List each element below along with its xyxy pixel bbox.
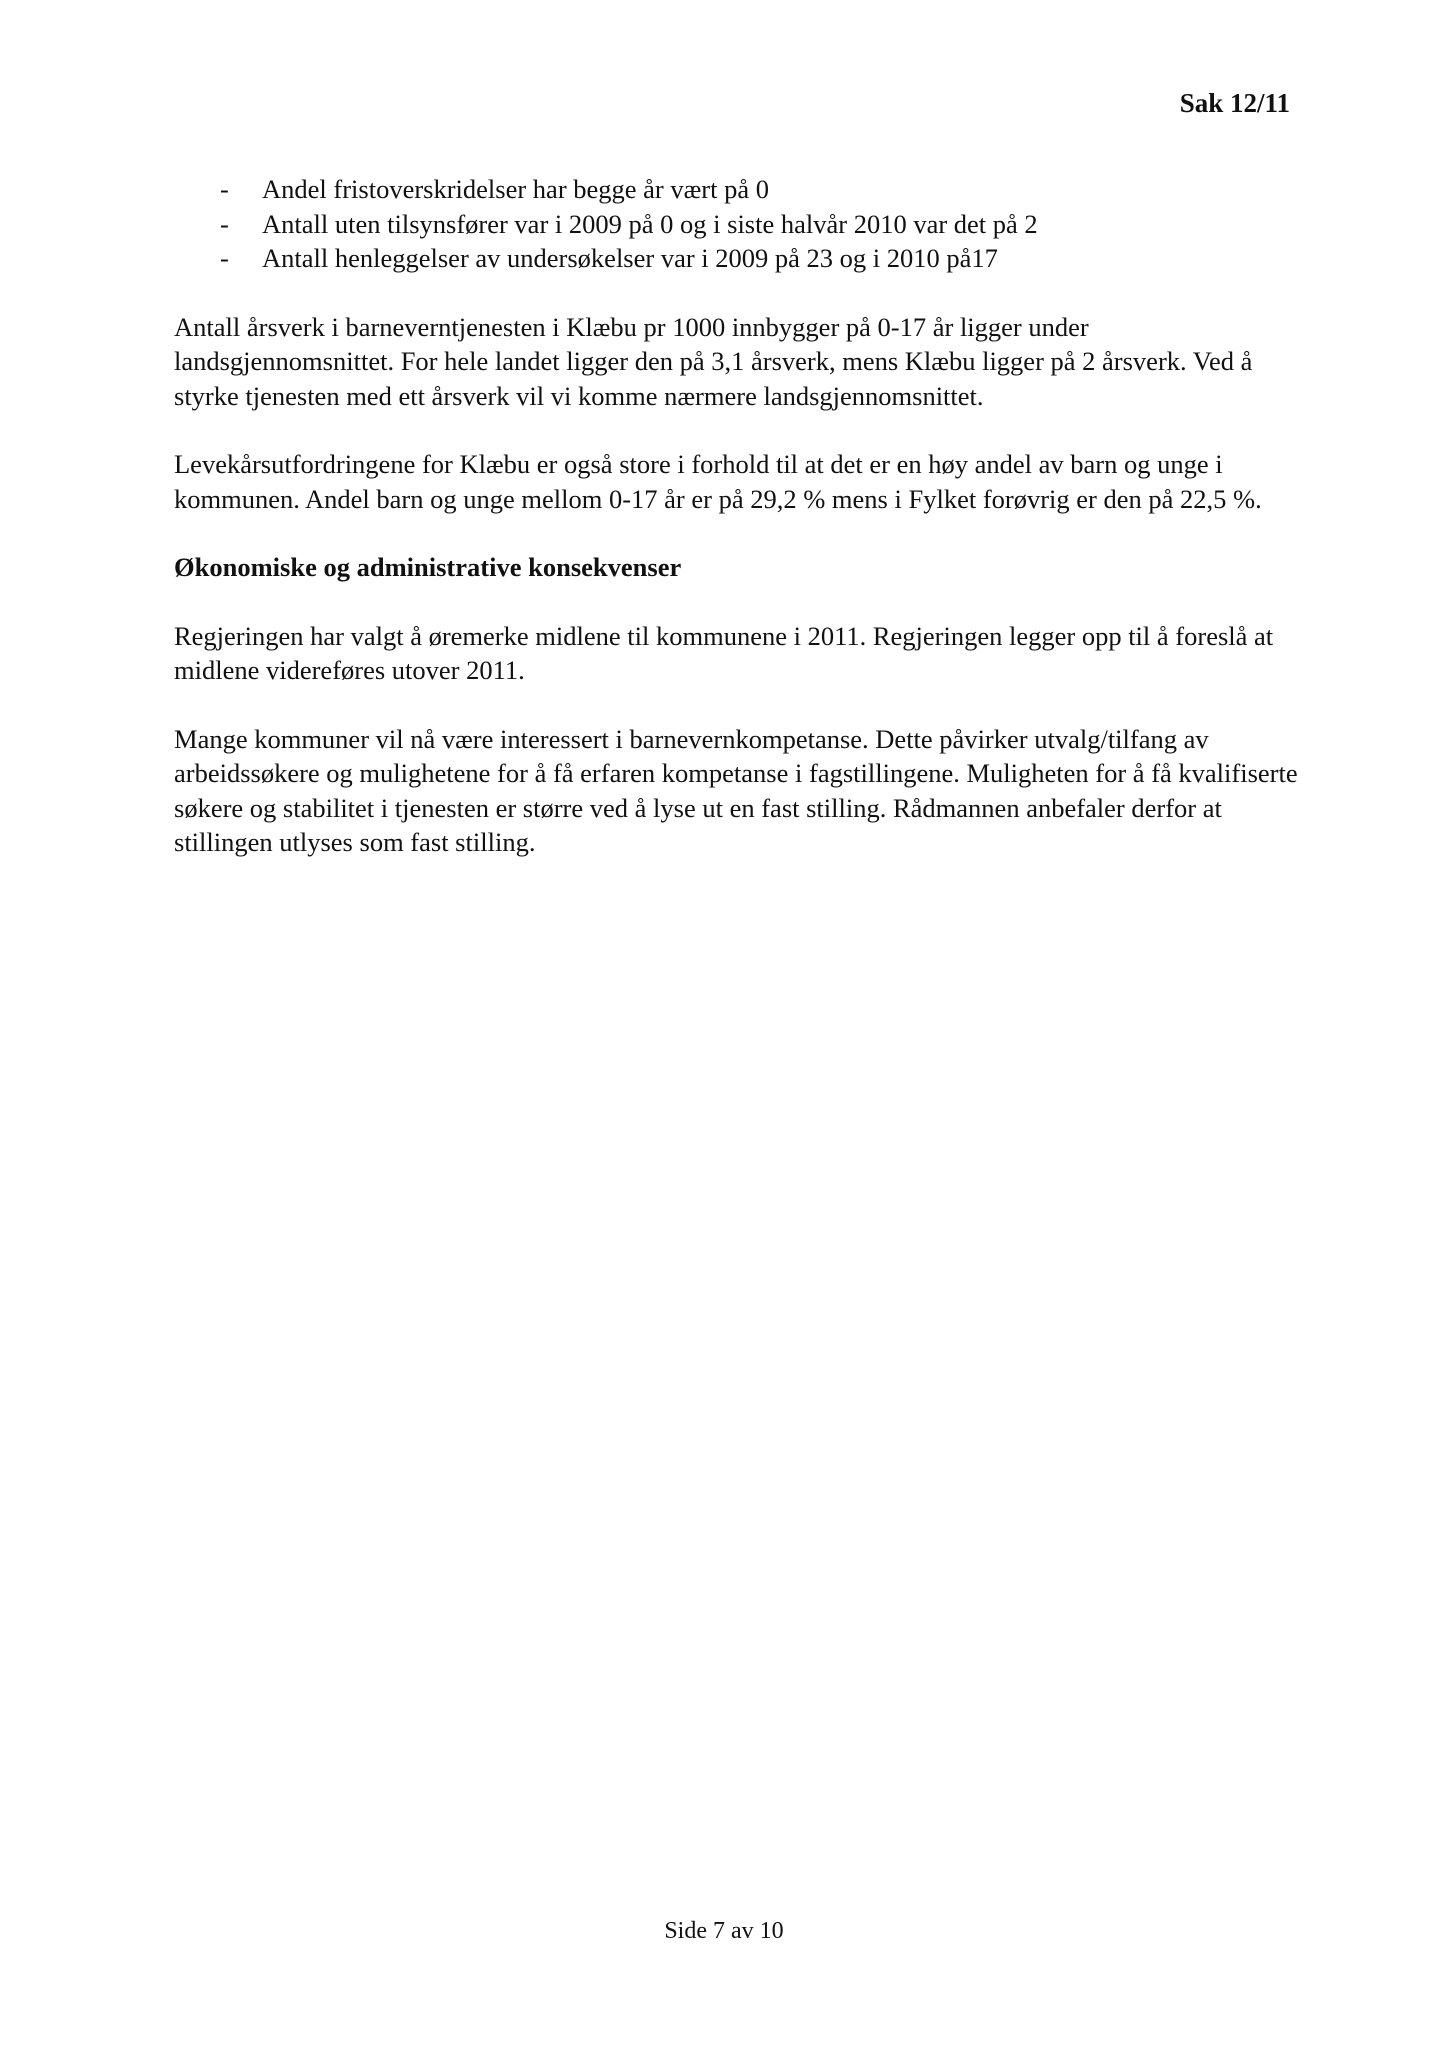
- list-item-text: Antall uten tilsynsfører var i 2009 på 0 og i siste halvår 2010 var det på 2: [262, 208, 1038, 239]
- page-number-footer: Side 7 av 10: [664, 1918, 784, 1944]
- list-item: [174, 241, 1314, 276]
- paragraph-staffing: Antall årsverk i barneverntjenesten i Klæbu pr 1000 innbygger på 0-17 år ligger under landsgjennomsnittet. For hele landet ligger den på 3,1 årsverk, mens Klæbu ligger på 2 årsverk. Ved å styrke tjenesten med ett årsverk vil vi komme nærmere landsgjennomsnittet.: [174, 311, 1253, 411]
- list-item: [174, 207, 1314, 242]
- case-number-header: Sak 12/11: [1179, 88, 1290, 118]
- list-item-text: Antall henleggelser av undersøkelser var i 2009 på 23 og i 2010 på17: [262, 243, 998, 273]
- paragraph-living-conditions: Levekårsutfordringene for Klæbu er også store i forhold til at det er en høy andel av barn og unge i kommunen. Andel barn og unge mellom 0-17 år er på 29,2 % mens i Fylket forøvrig er den på 22,5 %.: [174, 449, 1262, 514]
- bullet-dash: -: [220, 243, 229, 273]
- bullet-dash: -: [220, 174, 229, 204]
- document-body: [174, 172, 1314, 894]
- bullet-dash: -: [220, 208, 229, 239]
- paragraph-recommendation: Mange kommuner vil nå være interessert i barnevernkompetanse. Dette påvirker utvalg/tilfang av arbeidssøkere og mulighetene for å få erfaren kompetanse i fagstillingene. Muligheten for å få kvalifiserte søkere og stabilitet i tjenesten er større ved å lyse ut en fast stilling. Rådmannen anbefaler derfor at stillingen utlyses som fast stilling.: [174, 723, 1298, 857]
- paragraph-government-funding: Regjeringen har valgt å øremerke midlene til kommunene i 2011. Regjeringen legger opp til å foreslå at midlene videreføres utover 2011.: [174, 620, 1274, 685]
- bullet-list: [174, 172, 1314, 276]
- list-item: [174, 172, 1314, 207]
- section-heading-economic-consequences: Økonomiske og administrative konsekvenser: [174, 552, 682, 582]
- list-item-text: Andel fristoverskridelser har begge år vært på 0: [262, 174, 770, 204]
